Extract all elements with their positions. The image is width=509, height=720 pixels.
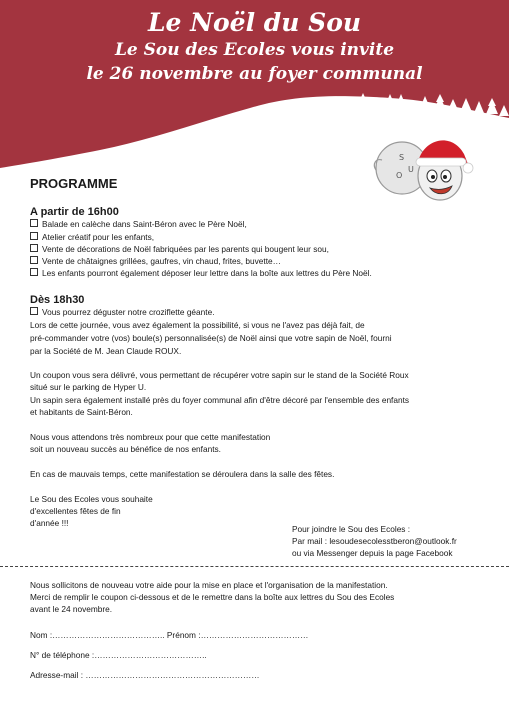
cut-line-divider [0, 566, 509, 567]
section-18h-heading: Dès 18h30 [30, 294, 85, 306]
subtitle-date: le 26 novembre au foyer communal [86, 64, 423, 84]
checkbox-icon [30, 232, 38, 240]
paragraph-line: pré-commander votre (vos) boule(s) personnalisée(s) de Noël ainsi que votre sapin de Noël, fourni [30, 333, 392, 343]
list-item: Balade en calèche dans Saint-Béron avec le Père Noël, [30, 219, 247, 229]
contact-email: Par mail : lesoudesecolesstberon@outlook.fr [292, 536, 457, 546]
section-16h-heading: A partir de 16h00 [30, 206, 119, 218]
closing-line: d'excellentes fêtes de fin [30, 506, 121, 516]
paragraph-line: par la Société de M. Jean Claude ROUX. [30, 346, 182, 356]
coupon-intro-line: Nous sollicitons de nouveau votre aide pour la mise en place et l'organisation de la manifestation. [30, 580, 388, 590]
email-field[interactable]: Adresse-mail : ……………………………………………………… [30, 670, 260, 680]
checkbox-icon [30, 244, 38, 252]
subtitle-invite: Le Sou des Ecoles vous invite [114, 40, 395, 60]
checkbox-icon [30, 307, 38, 315]
coupon-intro-line: Merci de remplir le coupon ci-dessous et de le remettre dans la boîte aux lettres du Sou des Ecoles [30, 592, 395, 602]
nom-prenom-field[interactable]: Nom :………………………………….. Prénom :………………………………… [30, 630, 309, 640]
checkbox-icon [30, 268, 38, 276]
paragraph-line: Un sapin sera également installé près du foyer communal afin d'être décoré par l'ensemble des enfants [30, 395, 410, 405]
list-item: Vente de châtaignes grillées, gaufres, vin chaud, frites, buvette… [30, 256, 281, 266]
mascot-letter-o: O [396, 171, 403, 180]
page-title: Le Noël du Sou [147, 8, 362, 37]
paragraph-line: situé sur le parking de Hyper U. [30, 382, 147, 392]
paragraph-line: En cas de mauvais temps, cette manifestation se déroulera dans la salle des fêtes. [30, 469, 335, 479]
closing-line: Le Sou des Ecoles vous souhaite [30, 494, 153, 504]
paragraph-line: Un coupon vous sera délivré, vous permettant de récupérer votre sapin sur le stand de la Société Roux [30, 370, 409, 380]
paragraph-line: Lors de cette journée, vous avez également la possibilité, si vous ne l'avez pas déjà fait, de [30, 320, 365, 330]
checkbox-icon [30, 219, 38, 227]
closing-line: d'année !!! [30, 518, 69, 528]
list-item: Vente de décorations de Noël fabriquées par les parents qui bougent leur sou, [30, 244, 329, 254]
coupon-intro-line: avant le 24 novembre. [30, 604, 113, 614]
contact-messenger: ou via Messenger depuis la page Facebook [292, 548, 453, 558]
mascot-letter-s: S [399, 153, 405, 162]
programme-heading: PROGRAMME [30, 176, 118, 191]
checkbox-icon [30, 256, 38, 264]
paragraph-line: Nous vous attendons très nombreux pour que cette manifestation [30, 432, 271, 442]
list-item: Vous pourrez déguster notre croziflette géante. [30, 307, 215, 317]
mascot-letter-u: U [408, 165, 414, 174]
telephone-field[interactable]: N° de téléphone :………………………………….. [30, 650, 207, 660]
list-item: Atelier créatif pour les enfants, [30, 232, 154, 242]
paragraph-line: soit un nouveau succès au bénéfice de nos enfants. [30, 444, 221, 454]
list-item: Les enfants pourront également déposer leur lettre dans la boîte aux lettres du Père Noël. [30, 268, 372, 278]
contact-heading: Pour joindre le Sou des Ecoles : [292, 524, 411, 534]
paragraph-line: et habitants de Saint-Béron. [30, 407, 133, 417]
